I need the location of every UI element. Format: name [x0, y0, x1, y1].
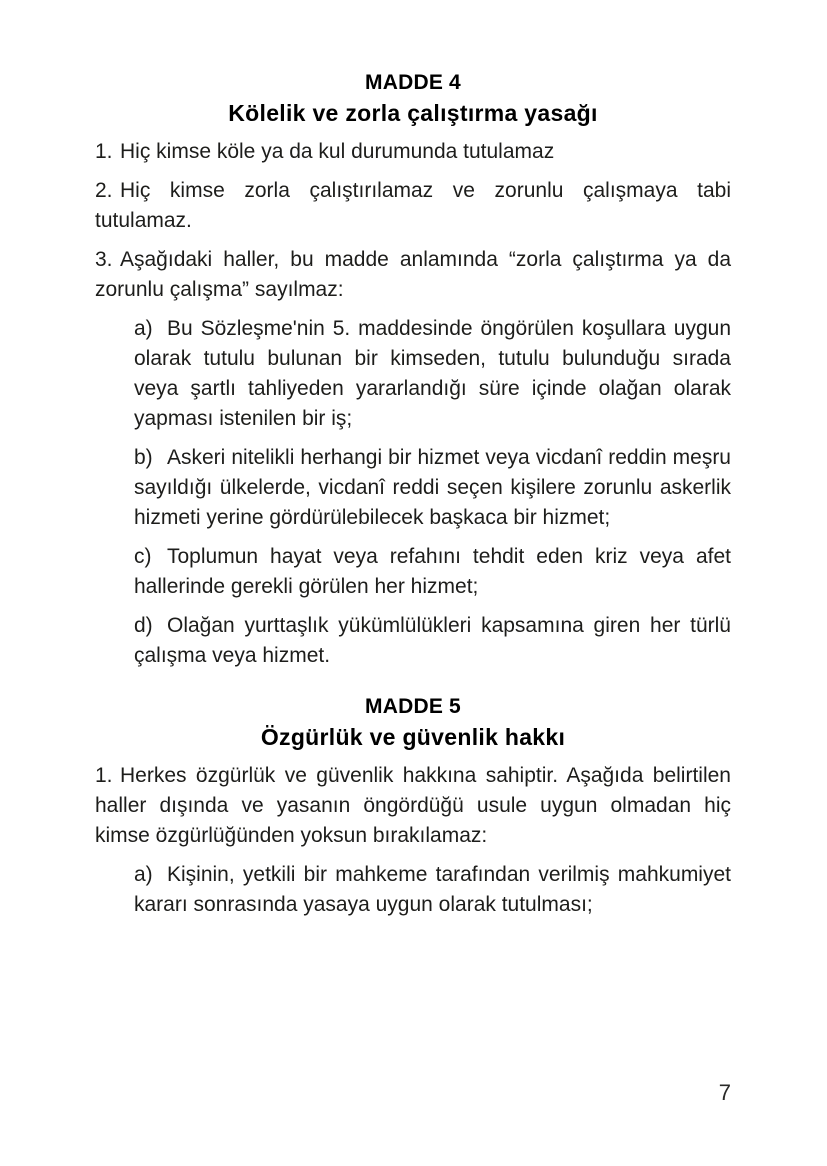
clause-1	[95, 137, 731, 167]
subclause-text: Olağan yurttaşlık yükümlülükleri kapsamına giren her türlü çalışma veya hizmet.	[134, 614, 731, 667]
subclause-text: Kişinin, yetkili bir mahkeme tarafından verilmiş mahkumiyet kararı sonrasında yasaya uygun olarak tutulması;	[134, 863, 731, 916]
subclause-c	[134, 542, 731, 602]
subclause-marker: d)	[134, 614, 153, 637]
subclause-marker: b)	[134, 446, 153, 469]
article-title-heading: Özgürlük ve güvenlik hakkı	[260, 724, 566, 750]
subclause-marker: c)	[134, 545, 152, 568]
subclause-text: Askeri nitelikli herhangi bir hizmet veya vicdanî reddin meşru sayıldığı ülkelerde, vicdanî reddi seçen kişilere zorunlu askerlik hizmeti yerine gördürülebilecek başkaca bir hizmet;	[134, 446, 731, 529]
clause-text: Herkes özgürlük ve güvenlik hakkına sahiptir. Aşağıda belirtilen haller dışında ve yasanın öngördüğü usule uygun olmadan hiç kimse özgürlüğünden yoksun bırakılamaz:	[95, 764, 731, 847]
clause-3	[95, 245, 731, 305]
article-number-heading: MADDE 4	[365, 71, 461, 94]
clause-1	[95, 761, 731, 851]
clause-text: Aşağıdaki haller, bu madde anlamında “zorla çalıştırma ya da zorunlu çalışma” sayılmaz:	[95, 248, 731, 301]
page-content	[95, 70, 731, 929]
subclause-a	[134, 314, 731, 434]
section-madde-4	[95, 70, 731, 671]
clause-text: Hiç kimse köle ya da kul durumunda tutulamaz	[120, 140, 555, 163]
subclause-marker: a)	[134, 317, 153, 340]
page-number: 7	[718, 1080, 731, 1105]
clause-marker: 2.	[95, 179, 113, 202]
subclause-text: Bu Sözleşme'nin 5. maddesinde öngörülen koşullara uygun olarak tutulu bulunan bir kimseden, tutulu bulunduğu sırada veya şartlı tahliyeden yararlandığı süre içinde olağan olarak yapması istenilen bir iş;	[134, 317, 731, 430]
clause-marker: 3.	[95, 248, 113, 271]
article-title-heading: Kölelik ve zorla çalıştırma yasağı	[228, 100, 598, 126]
subclause-marker: a)	[134, 863, 153, 886]
section-madde-5	[95, 694, 731, 920]
clause-marker: 1.	[95, 764, 113, 787]
subclause-a	[134, 860, 731, 920]
clause-2	[95, 176, 731, 236]
subclause-b	[134, 443, 731, 533]
clause-text: Hiç kimse zorla çalıştırılamaz ve zorunlu çalışmaya tabi tutulamaz.	[95, 179, 731, 232]
clause-marker: 1.	[95, 140, 113, 163]
subclause-text: Toplumun hayat veya refahını tehdit eden kriz veya afet hallerinde gerekli görülen her hizmet;	[134, 545, 731, 598]
article-number-heading: MADDE 5	[365, 695, 461, 718]
subclause-d	[134, 611, 731, 671]
